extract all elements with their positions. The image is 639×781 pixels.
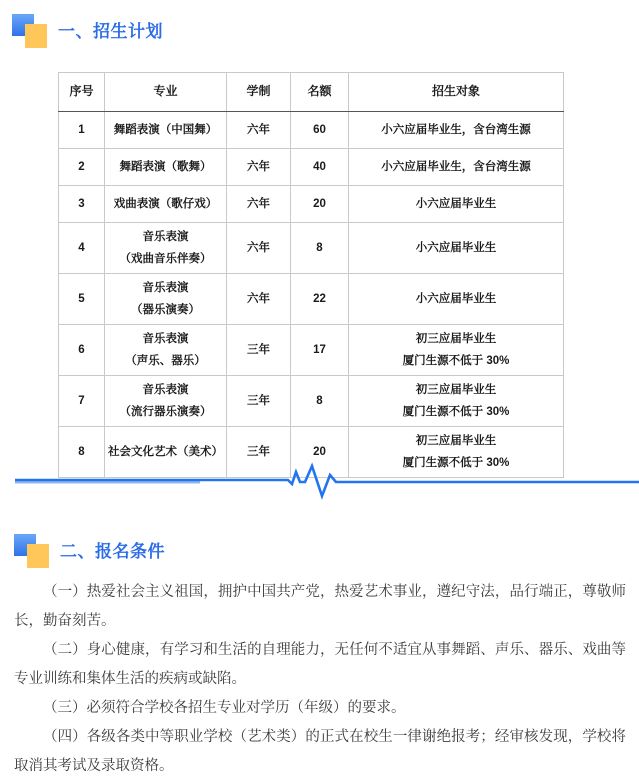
cell-line: 初三应届毕业生 [415,383,497,396]
heartbeat-pulse-divider-icon [0,462,639,502]
cell-line: 音乐表演 [142,230,189,243]
enrollment-plan-table [58,72,564,478]
cell-no: 7 [59,376,105,427]
cell-major [105,325,227,376]
table-header [59,73,564,112]
cell-target [349,149,564,186]
cell-no: 5 [59,274,105,325]
cell-line: 初三应届毕业生 [415,434,497,447]
cell-line: 音乐表演 [142,383,189,396]
cell-line: 小六应届毕业生 [415,241,497,254]
cell-target [349,274,564,325]
table-row [59,149,564,186]
cell-major [105,274,227,325]
cell-years: 六年 [227,112,291,149]
cell-line: 舞蹈表演（歌舞） [119,160,212,173]
section-title-1: 一、招生计划 [58,21,163,41]
cell-line: 厦门生源不低于 30% [402,456,510,469]
cell-major [105,376,227,427]
application-requirements-text [14,578,626,781]
cell-line: 小六应届毕业生 [415,197,497,210]
condition-paragraph: （四）各级各类中等职业学校（艺术类）的正式在校生一律谢绝报考；经审核发现，学校将取消其考试及录取资格。 [14,729,626,774]
square-orange-icon [25,24,47,48]
cell-target [349,186,564,223]
cell-line: 初三应届毕业生 [415,332,497,345]
square-orange-icon [27,544,49,568]
heading-marker [12,12,54,50]
cell-quota: 8 [291,376,349,427]
cell-line: 厦门生源不低于 30% [402,354,510,367]
column-header-no: 序号 [59,73,105,112]
cell-target [349,325,564,376]
heading-marker [14,532,56,570]
cell-target [349,376,564,427]
cell-years: 六年 [227,274,291,325]
column-header-major: 专业 [105,73,227,112]
condition-paragraph: （二）身心健康，有学习和生活的自理能力，无任何不适宜从事舞蹈、声乐、器乐、戏曲等专业训练和集体生活的疾病或缺陷。 [14,642,626,687]
condition-paragraph: （一）热爱社会主义祖国，拥护中国共产党，热爱艺术事业，遵纪守法，品行端正，尊敬师长，勤奋刻苦。 [14,584,626,629]
cell-line: 音乐表演 [142,332,189,345]
section-heading-application-requirements [14,532,165,570]
cell-quota: 8 [291,223,349,274]
cell-line: （器乐演奏） [131,303,200,316]
table-row [59,325,564,376]
cell-line: 社会文化艺术（美术） [108,445,223,458]
cell-quota: 17 [291,325,349,376]
cell-quota: 40 [291,149,349,186]
cell-line: 舞蹈表演（中国舞） [113,123,218,136]
cell-no: 6 [59,325,105,376]
column-header-quota: 名额 [291,73,349,112]
cell-no: 4 [59,223,105,274]
table-row [59,223,564,274]
cell-major [105,186,227,223]
cell-major [105,223,227,274]
table-header-row [59,73,564,112]
cell-line: （声乐、器乐） [125,354,206,367]
cell-years: 三年 [227,376,291,427]
cell-no: 3 [59,186,105,223]
cell-major [105,112,227,149]
cell-target [349,223,564,274]
cell-line: （流行器乐演奏） [119,405,212,418]
cell-line: 小六应届毕业生，含台湾生源 [381,123,531,136]
cell-quota: 60 [291,112,349,149]
table-row [59,274,564,325]
table-body [59,112,564,478]
cell-quota: 20 [291,186,349,223]
cell-years: 六年 [227,149,291,186]
cell-major [105,149,227,186]
column-header-target: 招生对象 [349,73,564,112]
cell-no: 1 [59,112,105,149]
table-row [59,376,564,427]
cell-quota: 20 [291,427,349,478]
cell-years: 六年 [227,223,291,274]
condition-paragraph: （三）必须符合学校各招生专业对学历（年级）的要求。 [43,700,406,716]
table-row [59,186,564,223]
cell-no: 2 [59,149,105,186]
cell-line: 小六应届毕业生 [415,292,497,305]
cell-line: 戏曲表演（歌仔戏） [113,197,218,210]
cell-line: （戏曲音乐伴奏） [119,252,212,265]
cell-years: 三年 [227,427,291,478]
cell-target [349,112,564,149]
cell-line: 音乐表演 [142,281,189,294]
table-row [59,112,564,149]
cell-no: 8 [59,427,105,478]
cell-quota: 22 [291,274,349,325]
cell-years: 六年 [227,186,291,223]
column-header-years: 学制 [227,73,291,112]
section-heading-enrollment-plan [12,12,163,50]
cell-line: 厦门生源不低于 30% [402,405,510,418]
cell-line: 小六应届毕业生，含台湾生源 [381,160,531,173]
cell-years: 三年 [227,325,291,376]
section-title-2: 二、报名条件 [60,541,165,561]
